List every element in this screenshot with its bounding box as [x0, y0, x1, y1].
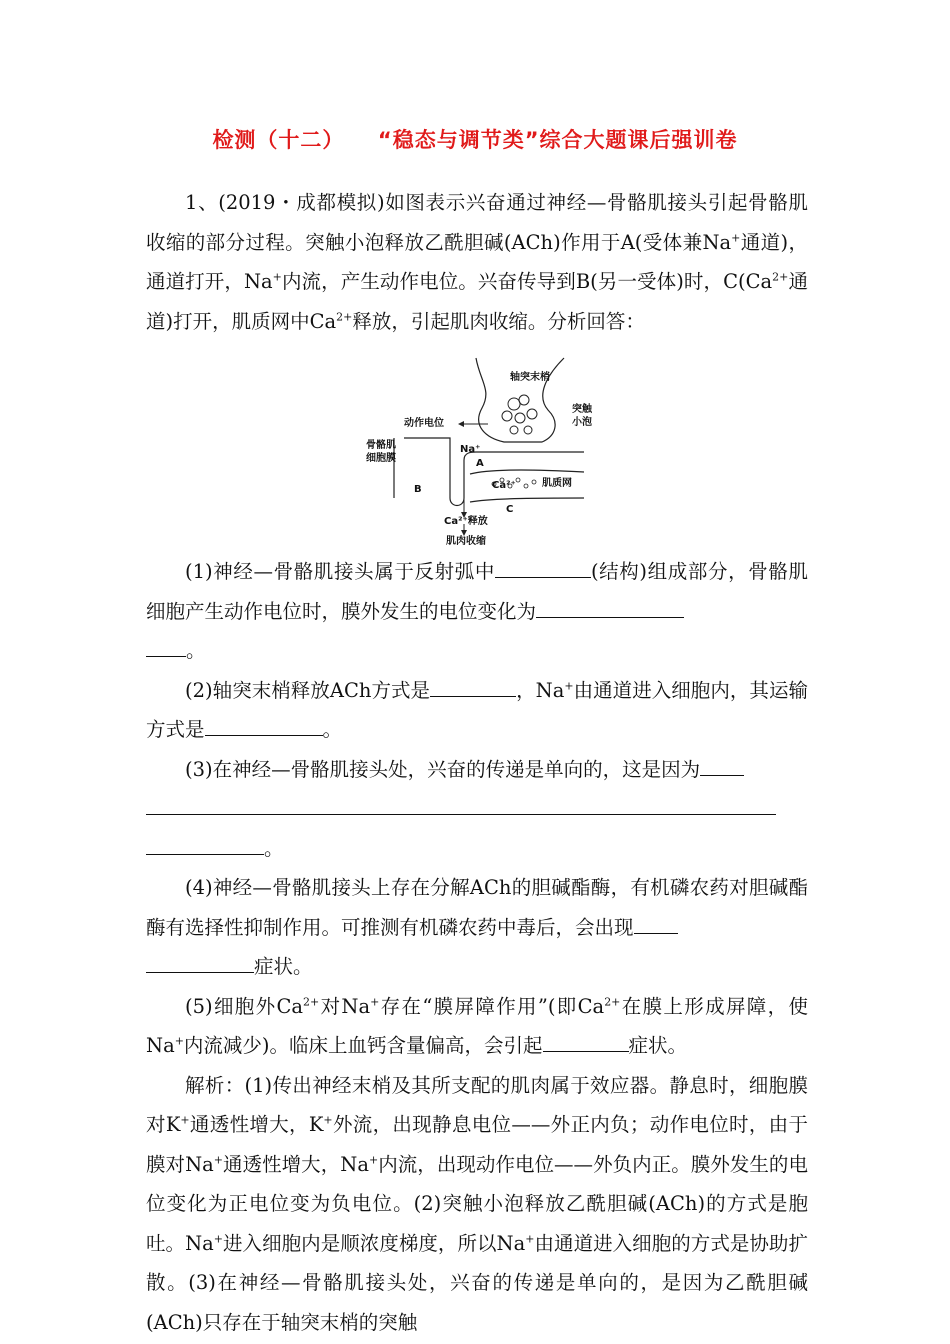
analysis-text: 解析：(1)传出神经末梢及其所支配的肌肉属于效应器。静息时，细胞膜对K: [146, 1073, 808, 1136]
answer-blank[interactable]: [146, 792, 776, 815]
subquestion-3: [146, 750, 808, 869]
question-1-subquestions: [146, 552, 808, 1342]
subquestion-text: 。: [264, 836, 284, 860]
superscript: +: [323, 1113, 333, 1127]
subquestion-text: (3)在神经—骨骼肌接头处，兴奋的传递是单向的，这是因为: [185, 757, 701, 781]
analysis-text: 进入细胞内是顺浓度梯度，所以Na: [222, 1231, 526, 1255]
analysis-text: 由通道进入细胞的方式是协助扩散。(3)在神经—骨骼肌接头处，兴奋的传递是单向的，是因为乙酰胆碱(ACh)只存在于轴突末梢的突触: [146, 1231, 808, 1334]
label-action-potential: 动作电位: [404, 418, 444, 429]
answer-blank[interactable]: [430, 673, 516, 696]
analysis-text: 外流，出现静息电位——外正内负；动作电位时，由于膜对Na: [146, 1113, 808, 1176]
superscript: +: [370, 995, 380, 1008]
label-b: B: [414, 484, 422, 495]
analysis-text: 通透性增大，Na: [222, 1152, 369, 1176]
analysis-text: 通透性增大，K: [189, 1113, 324, 1136]
label-ca-release: Ca²⁺释放: [444, 516, 488, 527]
subquestion-text: (结构)组成部分，骨骼肌细胞产生动作电位时，膜外发生的电位变化为: [146, 560, 809, 623]
superscript: +: [731, 231, 741, 244]
subquestion-text: 内流减少)。临床上血钙含量偏高，会引起: [183, 1034, 543, 1057]
subquestion-text: 存在“膜屏障作用”(即Ca: [379, 994, 605, 1018]
label-c: C: [506, 504, 514, 515]
superscript: +: [525, 1232, 535, 1245]
intro-text: 释放，引起肌肉收缩。分析回答：: [352, 309, 645, 333]
label-sarcoplasmic-reticulum: 肌质网: [542, 478, 572, 489]
answer-blank[interactable]: [543, 1029, 629, 1052]
synaptic-vesicles: [502, 395, 537, 434]
subquestion-text: (4)神经—骨骼肌接头上存在分解ACh的胆碱酯酶，有机磷农药对胆碱酯酶有选择性抑制作用。可推测有机磷农药中毒后，会出现: [146, 876, 808, 939]
superscript: +: [368, 1153, 379, 1166]
superscript: 2+: [604, 995, 621, 1008]
label-na: Na⁺: [460, 444, 481, 455]
superscript: +: [272, 270, 282, 284]
intro-text: 通道)，通道打开，Na: [146, 230, 809, 293]
subquestion-4: [146, 868, 808, 987]
label-axon-terminal: 轴突末梢: [510, 372, 550, 383]
label-muscle-contraction: 肌肉收缩: [446, 536, 486, 546]
superscript: +: [213, 1232, 223, 1245]
subquestion-text: 症状。: [628, 1034, 688, 1057]
question-1-intro: [146, 183, 808, 341]
label-ca: Ca²⁺: [492, 480, 516, 491]
superscript: +: [564, 679, 574, 692]
axon-terminal-outline: [476, 358, 564, 442]
neuromuscular-junction-diagram: [364, 356, 604, 546]
label-membrane-1: 骨骼肌: [366, 440, 396, 451]
subquestion-text: 。: [322, 718, 343, 741]
subquestion-text: 在膜上形成屏障，使Na: [146, 994, 808, 1057]
answer-blank[interactable]: [205, 713, 323, 736]
subquestion-text: ，Na: [516, 678, 565, 702]
answer-blank[interactable]: [634, 910, 678, 933]
subquestion-5: [146, 987, 808, 1066]
answer-blank[interactable]: [495, 555, 591, 578]
answer-blank[interactable]: [146, 634, 186, 657]
answer-blank[interactable]: [146, 831, 264, 854]
subquestion-text: (1)神经—骨骼肌接头属于反射弧中: [185, 560, 495, 583]
answer-blank[interactable]: [146, 950, 254, 973]
label-membrane-2: 细胞膜: [366, 453, 396, 464]
subquestion-1: [146, 552, 808, 671]
label-vesicle-1: 突触: [572, 404, 592, 415]
analysis: [146, 1066, 808, 1343]
superscript: +: [174, 1034, 184, 1048]
question-intro-paragraph: [146, 183, 808, 341]
answer-blank[interactable]: [700, 752, 744, 775]
superscript: 2+: [772, 270, 789, 284]
intro-text: 内流，产生动作电位。兴奋传导到B(另一受体)时，C(Ca: [281, 270, 773, 293]
subquestion-2: [146, 671, 808, 750]
answer-blank[interactable]: [536, 594, 684, 617]
superscript: 2+: [336, 310, 353, 323]
muscle-membrane: [404, 438, 584, 506]
subquestion-text: 。: [186, 639, 206, 662]
subquestion-text: (2)轴突末梢释放ACh方式是: [185, 678, 431, 702]
subquestion-text: 由通道进入细胞内，其运输方式是: [146, 678, 808, 741]
analysis-text: 内流，出现动作电位——外负内正。膜外发生的电位变化为正电位变为负电位。(2)突触小泡释放乙酰胆碱(ACh)的方式是胞吐。Na: [146, 1152, 808, 1255]
superscript: +: [213, 1153, 223, 1166]
superscript: +: [180, 1113, 190, 1127]
subquestion-text: 症状。: [254, 955, 313, 978]
label-a: A: [476, 458, 484, 469]
intro-text: 1、(2019・成都模拟)如图表示兴奋通过神经—骨骼肌接头引起骨骼肌收缩的部分过程。突触小泡释放乙酰胆碱(ACh)作用于A(受体兼Na: [146, 191, 808, 254]
intro-text: 通道)打开，肌质网中Ca: [146, 270, 808, 333]
page-title: 检测（十二） “稳态与调节类”综合大题课后强训卷: [212, 128, 738, 152]
label-vesicle-2: 小泡: [572, 417, 592, 428]
subquestion-text: (5)细胞外Ca: [185, 994, 304, 1018]
superscript: 2+: [303, 995, 320, 1008]
subquestion-text: 对Na: [319, 994, 371, 1018]
sarcoplasmic-reticulum-edge: [470, 470, 584, 474]
